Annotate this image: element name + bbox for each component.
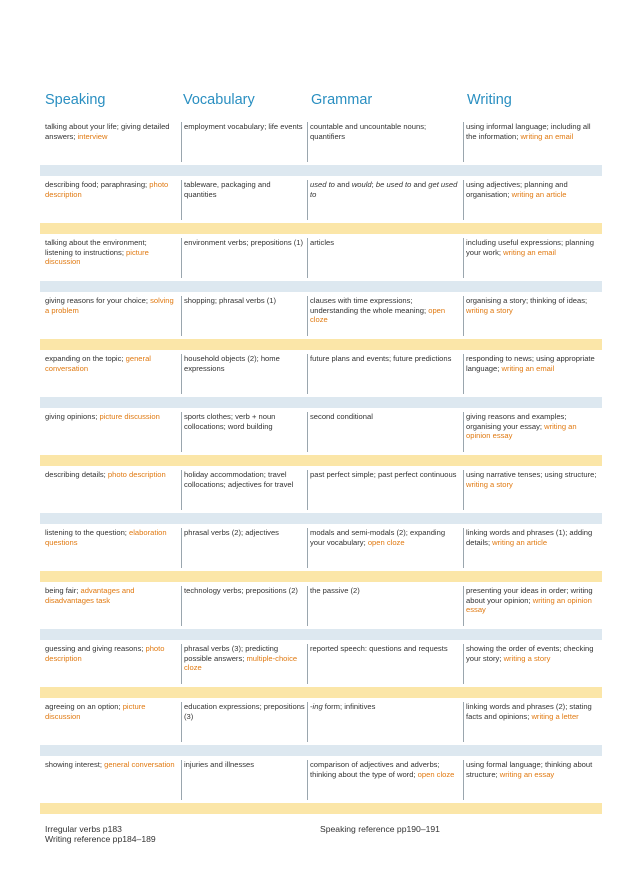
topic-text: future plans and events; future predictions — [310, 354, 452, 363]
topic-text: used to — [310, 180, 335, 189]
cell-speaking — [45, 470, 175, 510]
task-type: picture discussion — [99, 412, 160, 421]
topic-text: showing the order of events; checking your story; — [466, 644, 594, 663]
task-type: writing an email — [501, 363, 555, 373]
cell-grammar — [307, 354, 459, 394]
cell-vocabulary — [181, 702, 305, 742]
task-type: photo description — [45, 644, 165, 663]
task-type: writing an email — [520, 131, 574, 141]
cell-writing — [463, 586, 599, 626]
cell-grammar — [307, 702, 459, 742]
topic-text: describing details; — [45, 470, 108, 479]
row-separator-band — [40, 223, 602, 234]
task-type: writing a story — [466, 479, 513, 489]
topic-text: using informal language; including all the information; — [466, 122, 591, 141]
topic-text: giving reasons and examples; organising your essay; — [466, 412, 567, 431]
topic-text: clauses with time expressions; understanding the whole meaning; — [310, 296, 429, 315]
topic-text: being fair; — [45, 586, 81, 595]
task-type: advantages and disadvantages task — [45, 586, 135, 605]
cell-writing — [463, 296, 599, 336]
cell-writing — [463, 760, 599, 800]
column-header-writing: Writing — [467, 92, 512, 108]
task-type: photo description — [45, 180, 169, 199]
topic-text: technology verbs; prepositions (2) — [184, 586, 298, 595]
cell-vocabulary — [181, 296, 305, 336]
topic-text: past perfect simple; past perfect continuous — [310, 470, 457, 479]
cell-writing — [463, 702, 599, 742]
table-row — [40, 756, 602, 803]
topic-text: shopping; phrasal verbs (1) — [184, 296, 277, 305]
task-type: writing an email — [503, 247, 556, 257]
table-row — [40, 466, 602, 513]
task-type: writing an essay — [499, 769, 555, 779]
task-type: writing an opinion essay — [466, 421, 577, 441]
topic-text: phrasal verbs (2); adjectives — [184, 528, 279, 537]
topic-text: ; — [371, 180, 376, 189]
topic-text: would — [351, 180, 372, 189]
cell-grammar — [307, 296, 459, 336]
table-row — [40, 582, 602, 629]
cell-speaking — [45, 238, 175, 278]
topic-text: expanding on the topic; — [45, 354, 126, 363]
cell-grammar — [307, 470, 459, 510]
footer-irregular-verbs[interactable]: Irregular verbs p183 — [45, 824, 122, 834]
topic-text: household objects (2); home expressions — [184, 354, 280, 373]
table-row — [40, 176, 602, 223]
cell-speaking — [45, 180, 175, 220]
task-type: solving a problem — [45, 296, 174, 315]
topic-text: the passive (2) — [310, 586, 360, 595]
row-separator-band — [40, 513, 602, 524]
topic-text: reported speech: questions and requests — [310, 644, 448, 653]
topic-text: holiday accommodation; travel collocations; adjectives for travel — [184, 470, 294, 489]
task-type: open cloze — [310, 305, 446, 325]
cell-speaking — [45, 354, 175, 394]
topic-text: giving reasons for your choice; — [45, 296, 151, 305]
cell-speaking — [45, 586, 175, 626]
cell-speaking — [45, 644, 175, 684]
cell-speaking — [45, 528, 175, 568]
cell-vocabulary — [181, 760, 305, 800]
cell-vocabulary — [181, 354, 305, 394]
cell-speaking — [45, 412, 175, 452]
contents-table — [40, 118, 602, 814]
task-type: general conversation — [45, 354, 151, 373]
topic-text: using formal language; thinking about structure; — [466, 760, 593, 779]
cell-grammar — [307, 586, 459, 626]
topic-text: injuries and illnesses — [184, 760, 255, 769]
cell-vocabulary — [181, 238, 305, 278]
row-separator-band — [40, 687, 602, 698]
topic-text: get used to — [310, 180, 458, 199]
topic-text: guessing and giving reasons; — [45, 644, 146, 653]
cell-writing — [463, 644, 599, 684]
topic-text: giving opinions; — [45, 412, 100, 421]
cell-vocabulary — [181, 586, 305, 626]
task-type: open cloze — [367, 537, 405, 547]
task-type: writing an article — [511, 189, 567, 199]
topic-text: including useful expressions; planning your work; — [466, 238, 594, 257]
footer-writing-reference[interactable]: Writing reference pp184–189 — [45, 834, 156, 844]
topic-text: agreeing on an option; — [45, 702, 123, 711]
cell-writing — [463, 238, 599, 278]
topic-text: and — [334, 180, 352, 189]
cell-writing — [463, 354, 599, 394]
table-row — [40, 640, 602, 687]
topic-text: environment verbs; prepositions (1) — [184, 238, 304, 247]
task-type: open cloze — [417, 769, 455, 779]
cell-grammar — [307, 180, 459, 220]
row-separator-band — [40, 339, 602, 350]
cell-vocabulary — [181, 412, 305, 452]
column-header-vocabulary: Vocabulary — [183, 92, 255, 108]
cell-grammar — [307, 528, 459, 568]
topic-text: articles — [310, 238, 335, 247]
cell-vocabulary — [181, 180, 305, 220]
topic-text: employment vocabulary; life events — [184, 122, 303, 131]
cell-speaking — [45, 702, 175, 742]
footer-left — [45, 824, 156, 844]
topic-text: countable and uncountable nouns; quantifiers — [310, 122, 427, 141]
row-separator-band — [40, 571, 602, 582]
task-type: picture discussion — [45, 247, 149, 267]
topic-text: describing food; paraphrasing; — [45, 180, 150, 189]
task-type: interview — [77, 131, 108, 141]
topic-text: talking about your life; giving detailed answers; — [45, 122, 170, 141]
row-separator-band — [40, 455, 602, 466]
table-row — [40, 234, 602, 281]
table-row — [40, 408, 602, 455]
topic-text: responding to news; using appropriate language; — [466, 354, 595, 373]
topic-text: organising a story; thinking of ideas; — [466, 296, 588, 305]
task-type: writing a letter — [531, 711, 579, 721]
topic-text: using adjectives; planning and organisation; — [466, 180, 568, 199]
table-row — [40, 292, 602, 339]
cell-grammar — [307, 412, 459, 452]
cell-grammar — [307, 644, 459, 684]
task-type: multiple-choice cloze — [184, 653, 298, 673]
table-row — [40, 698, 602, 745]
footer-speaking-reference[interactable]: Speaking reference pp190–191 — [320, 824, 440, 834]
task-type: writing an opinion essay — [466, 595, 592, 615]
table-row — [40, 118, 602, 165]
topic-text: using narrative tenses; using structure; — [466, 470, 597, 479]
topic-text: education expressions; prepositions (3) — [184, 702, 305, 721]
topic-text: form; infinitives — [322, 702, 376, 711]
topic-text: showing interest; — [45, 760, 105, 769]
task-type: writing a story — [503, 653, 551, 663]
column-header-grammar: Grammar — [311, 92, 373, 108]
cell-writing — [463, 528, 599, 568]
topic-text: listening to the question; — [45, 528, 130, 537]
cell-vocabulary — [181, 644, 305, 684]
cell-speaking — [45, 122, 175, 162]
task-type: picture discussion — [45, 702, 146, 721]
cell-grammar — [307, 122, 459, 162]
row-separator-band — [40, 629, 602, 640]
row-separator-band — [40, 165, 602, 176]
topic-text: talking about the environment; listening to instructions; — [45, 238, 147, 257]
topic-text: linking words and phrases (2); stating facts and opinions; — [466, 702, 592, 721]
cell-writing — [463, 122, 599, 162]
cell-vocabulary — [181, 122, 305, 162]
cell-grammar — [307, 238, 459, 278]
column-header-speaking: Speaking — [45, 92, 106, 108]
topic-text: be used to — [375, 180, 412, 189]
row-separator-band — [40, 397, 602, 408]
topic-text: modals and semi-modals (2); expanding your vocabulary; — [310, 528, 446, 547]
topic-text: -ing — [310, 702, 323, 711]
task-type: writing an article — [492, 537, 548, 547]
topic-text: presenting your ideas in order; writing about your opinion; — [466, 586, 593, 605]
task-type: writing a story — [466, 305, 513, 315]
topic-text: tableware, packaging and quantities — [184, 180, 271, 199]
topic-text: linking words and phrases (1); adding details; — [466, 528, 593, 547]
table-row — [40, 524, 602, 571]
task-type: elaboration questions — [45, 528, 167, 547]
task-type: general conversation — [104, 760, 175, 769]
table-row — [40, 350, 602, 397]
cell-writing — [463, 412, 599, 452]
cell-vocabulary — [181, 528, 305, 568]
topic-text: sports clothes; verb + noun collocations; word building — [184, 412, 276, 431]
cell-vocabulary — [181, 470, 305, 510]
cell-speaking — [45, 296, 175, 336]
topic-text: second conditional — [310, 412, 373, 421]
row-separator-band — [40, 803, 602, 814]
cell-writing — [463, 180, 599, 220]
topic-text: and — [411, 180, 429, 189]
cell-speaking — [45, 760, 175, 800]
topic-text: comparison of adjectives and adverbs; thinking about the type of word; — [310, 760, 440, 779]
task-type: photo description — [107, 470, 166, 479]
row-separator-band — [40, 745, 602, 756]
cell-grammar — [307, 760, 459, 800]
row-separator-band — [40, 281, 602, 292]
cell-writing — [463, 470, 599, 510]
topic-text: phrasal verbs (3); predicting possible answers; — [184, 644, 279, 663]
